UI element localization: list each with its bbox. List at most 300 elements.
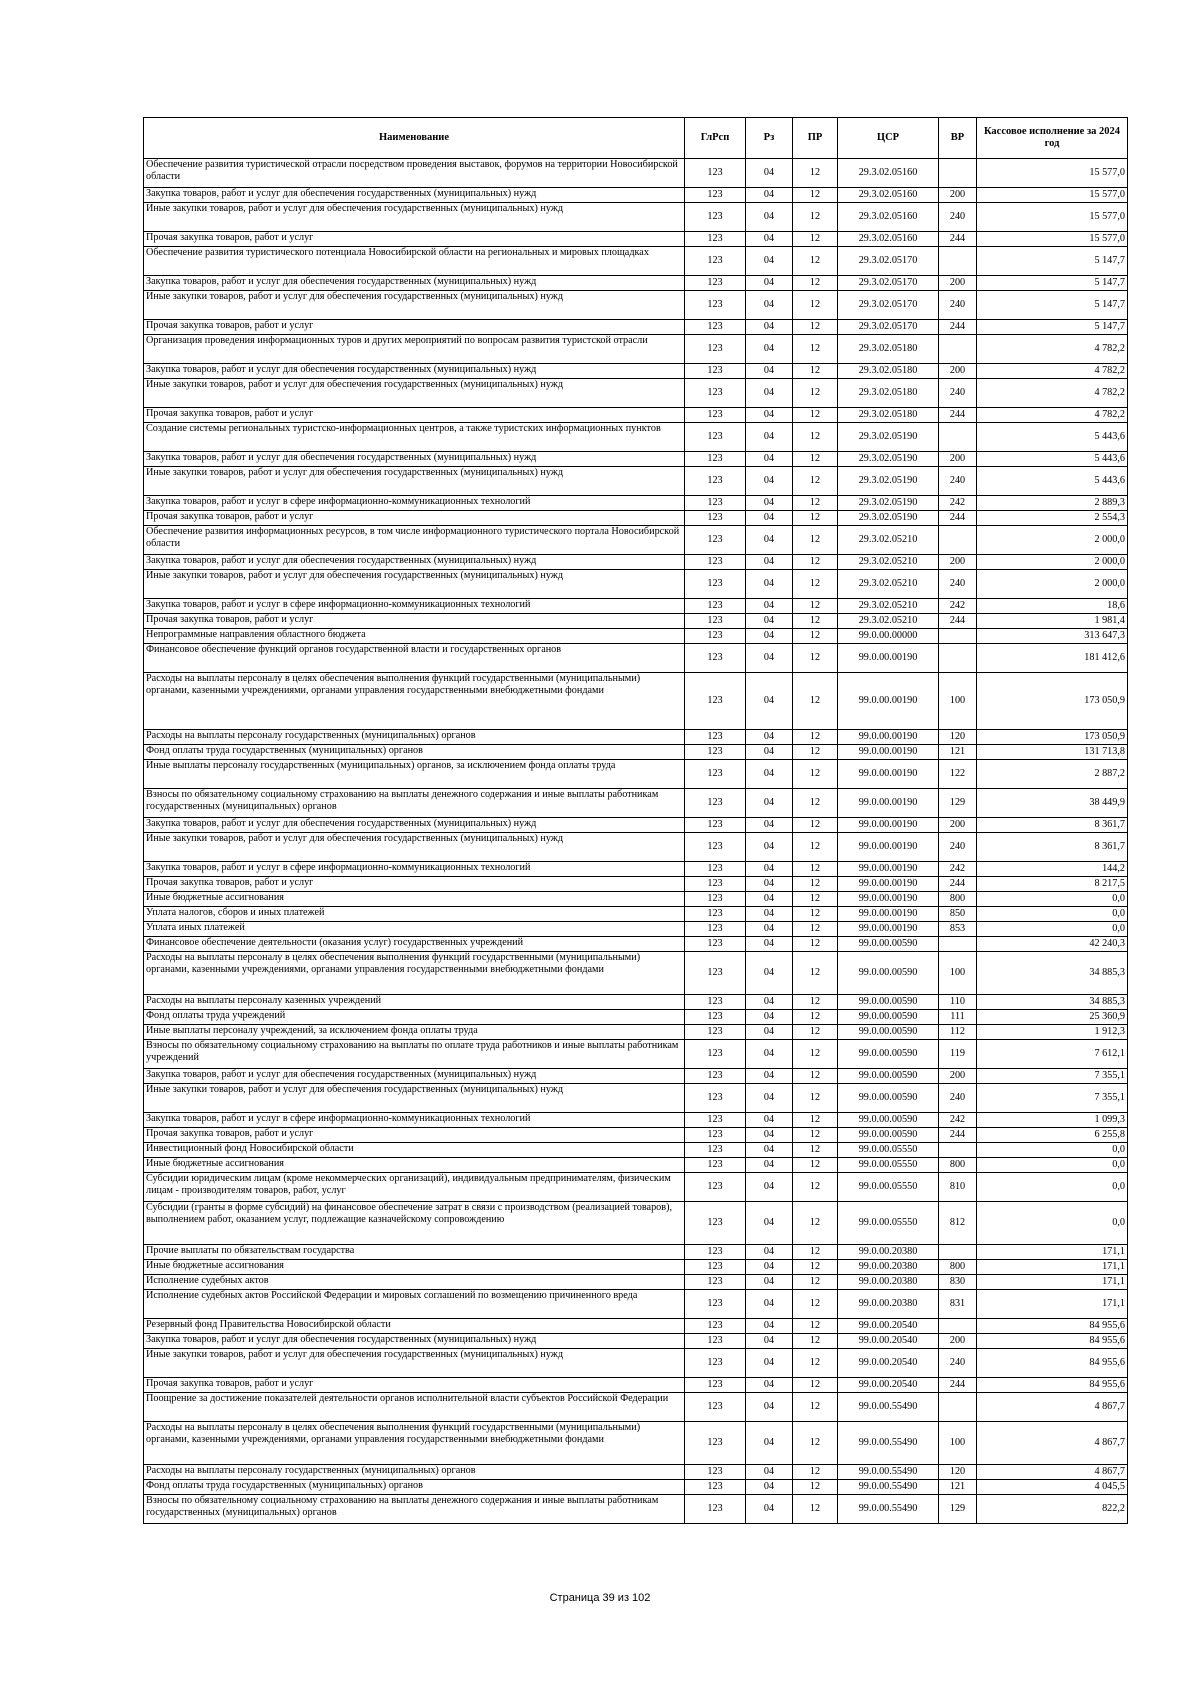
cell-amount: 4 782,2: [977, 335, 1128, 364]
cell-pr: 12: [793, 1349, 838, 1378]
cell-rz: 04: [746, 629, 793, 644]
cell-rz: 04: [746, 862, 793, 877]
cell-pr: 12: [793, 526, 838, 555]
header-csr: ЦСР: [838, 118, 939, 159]
header-rz: Рз: [746, 118, 793, 159]
cell-rz: 04: [746, 922, 793, 937]
cell-rz: 04: [746, 1025, 793, 1040]
cell-csr: 99.0.00.55490: [838, 1393, 939, 1422]
table-row: [144, 892, 1128, 907]
cell-glrsp: 123: [685, 1275, 746, 1290]
table-row: [144, 1245, 1128, 1260]
cell-glrsp: 123: [685, 1378, 746, 1393]
cell-pr: 12: [793, 335, 838, 364]
cell-pr: 12: [793, 496, 838, 511]
cell-rz: 04: [746, 937, 793, 952]
table-row: [144, 673, 1128, 730]
cell-glrsp: 123: [685, 1113, 746, 1128]
cell-vr: 200: [939, 555, 977, 570]
cell-vr: 853: [939, 922, 977, 937]
cell-rz: 04: [746, 745, 793, 760]
cell-name: Иные закупки товаров, работ и услуг для обеспечения государственных (муниципальных) нужд: [144, 203, 685, 232]
table-row: [144, 511, 1128, 526]
cell-glrsp: 123: [685, 952, 746, 995]
cell-glrsp: 123: [685, 922, 746, 937]
cell-glrsp: 123: [685, 247, 746, 276]
cell-pr: 12: [793, 1128, 838, 1143]
cell-csr: 99.0.00.20540: [838, 1319, 939, 1334]
cell-csr: 99.0.00.05550: [838, 1173, 939, 1202]
cell-rz: 04: [746, 644, 793, 673]
cell-vr: 120: [939, 730, 977, 745]
table-row: [144, 555, 1128, 570]
page-number: Страница 39 из 102: [549, 1592, 651, 1604]
cell-csr: 99.0.00.00590: [838, 1113, 939, 1128]
cell-rz: 04: [746, 877, 793, 892]
table-row: [144, 730, 1128, 745]
cell-vr: 244: [939, 614, 977, 629]
cell-csr: 99.0.00.00590: [838, 937, 939, 952]
cell-amount: 8 361,7: [977, 833, 1128, 862]
cell-csr: 99.0.00.05550: [838, 1143, 939, 1158]
cell-csr: 99.0.00.00590: [838, 952, 939, 995]
cell-csr: 99.0.00.00190: [838, 877, 939, 892]
table-row: [144, 467, 1128, 496]
budget-execution-table: [143, 117, 1128, 1524]
cell-vr: [939, 644, 977, 673]
cell-csr: 29.3.02.05170: [838, 291, 939, 320]
cell-amount: 5 147,7: [977, 291, 1128, 320]
cell-glrsp: 123: [685, 276, 746, 291]
cell-csr: 99.0.00.00190: [838, 789, 939, 818]
cell-rz: 04: [746, 892, 793, 907]
cell-rz: 04: [746, 452, 793, 467]
cell-vr: 244: [939, 232, 977, 247]
cell-pr: 12: [793, 291, 838, 320]
cell-vr: 242: [939, 862, 977, 877]
cell-vr: 800: [939, 1158, 977, 1173]
cell-csr: 99.0.00.00590: [838, 1084, 939, 1113]
cell-amount: 0,0: [977, 1158, 1128, 1173]
cell-vr: 240: [939, 1084, 977, 1113]
cell-glrsp: 123: [685, 1334, 746, 1349]
cell-rz: 04: [746, 247, 793, 276]
cell-rz: 04: [746, 760, 793, 789]
cell-glrsp: 123: [685, 452, 746, 467]
cell-rz: 04: [746, 555, 793, 570]
table-row: [144, 745, 1128, 760]
cell-csr: 99.0.00.20380: [838, 1290, 939, 1319]
cell-amount: 181 412,6: [977, 644, 1128, 673]
cell-rz: 04: [746, 1495, 793, 1524]
cell-amount: 5 147,7: [977, 276, 1128, 291]
cell-pr: 12: [793, 1480, 838, 1495]
cell-amount: 34 885,3: [977, 952, 1128, 995]
cell-glrsp: 123: [685, 1319, 746, 1334]
cell-name: Исполнение судебных актов: [144, 1275, 685, 1290]
header-pr: ПР: [793, 118, 838, 159]
cell-name: Расходы на выплаты персоналу государственных (муниципальных) органов: [144, 730, 685, 745]
cell-name: Иные бюджетные ассигнования: [144, 1260, 685, 1275]
cell-pr: 12: [793, 1393, 838, 1422]
cell-amount: 8 217,5: [977, 877, 1128, 892]
cell-glrsp: 123: [685, 1393, 746, 1422]
cell-amount: 8 361,7: [977, 818, 1128, 833]
cell-vr: 111: [939, 1010, 977, 1025]
cell-vr: 810: [939, 1173, 977, 1202]
cell-amount: 5 147,7: [977, 320, 1128, 335]
cell-amount: 2 889,3: [977, 496, 1128, 511]
cell-name: Закупка товаров, работ и услуг для обеспечения государственных (муниципальных) нужд: [144, 452, 685, 467]
cell-csr: 29.3.02.05160: [838, 188, 939, 203]
cell-name: Закупка товаров, работ и услуг в сфере информационно-коммуникационных технологий: [144, 1113, 685, 1128]
cell-amount: 0,0: [977, 1173, 1128, 1202]
cell-pr: 12: [793, 1143, 838, 1158]
cell-pr: 12: [793, 364, 838, 379]
cell-glrsp: 123: [685, 833, 746, 862]
cell-name: Прочая закупка товаров, работ и услуг: [144, 408, 685, 423]
cell-pr: 12: [793, 408, 838, 423]
cell-pr: 12: [793, 644, 838, 673]
cell-pr: 12: [793, 1290, 838, 1319]
cell-glrsp: 123: [685, 203, 746, 232]
table-row: [144, 1422, 1128, 1465]
cell-name: Иные закупки товаров, работ и услуг для обеспечения государственных (муниципальных) нужд: [144, 1084, 685, 1113]
cell-name: Закупка товаров, работ и услуг в сфере информационно-коммуникационных технологий: [144, 496, 685, 511]
cell-vr: 200: [939, 364, 977, 379]
table-row: [144, 570, 1128, 599]
cell-name: Закупка товаров, работ и услуг в сфере информационно-коммуникационных технологий: [144, 599, 685, 614]
cell-name: Иные закупки товаров, работ и услуг для обеспечения государственных (муниципальных) нужд: [144, 570, 685, 599]
cell-amount: 131 713,8: [977, 745, 1128, 760]
cell-pr: 12: [793, 1069, 838, 1084]
cell-name: Прочая закупка товаров, работ и услуг: [144, 1378, 685, 1393]
cell-rz: 04: [746, 907, 793, 922]
cell-vr: 244: [939, 320, 977, 335]
cell-name: Иные бюджетные ассигнования: [144, 1158, 685, 1173]
cell-amount: 7 612,1: [977, 1040, 1128, 1069]
cell-glrsp: 123: [685, 291, 746, 320]
table-row: [144, 496, 1128, 511]
cell-glrsp: 123: [685, 1158, 746, 1173]
cell-pr: 12: [793, 629, 838, 644]
cell-glrsp: 123: [685, 159, 746, 188]
header-amount: Кассовое исполнение за 2024 год: [977, 118, 1128, 159]
cell-amount: 4 867,7: [977, 1465, 1128, 1480]
cell-vr: 120: [939, 1465, 977, 1480]
cell-amount: 171,1: [977, 1260, 1128, 1275]
cell-csr: 29.3.02.05160: [838, 203, 939, 232]
cell-pr: 12: [793, 1084, 838, 1113]
cell-glrsp: 123: [685, 877, 746, 892]
cell-name: Иные закупки товаров, работ и услуг для обеспечения государственных (муниципальных) нужд: [144, 833, 685, 862]
cell-vr: [939, 159, 977, 188]
cell-glrsp: 123: [685, 1069, 746, 1084]
cell-amount: 0,0: [977, 907, 1128, 922]
cell-glrsp: 123: [685, 1349, 746, 1378]
table-row: [144, 818, 1128, 833]
cell-rz: 04: [746, 276, 793, 291]
cell-glrsp: 123: [685, 1495, 746, 1524]
cell-amount: 1 099,3: [977, 1113, 1128, 1128]
table-row: [144, 1202, 1128, 1245]
cell-rz: 04: [746, 1173, 793, 1202]
cell-vr: 112: [939, 1025, 977, 1040]
cell-glrsp: 123: [685, 1422, 746, 1465]
cell-glrsp: 123: [685, 320, 746, 335]
cell-amount: 313 647,3: [977, 629, 1128, 644]
cell-csr: 99.0.00.20380: [838, 1260, 939, 1275]
cell-vr: 119: [939, 1040, 977, 1069]
cell-name: Прочие выплаты по обязательствам государства: [144, 1245, 685, 1260]
table-row: [144, 1480, 1128, 1495]
cell-csr: 99.0.00.00590: [838, 1128, 939, 1143]
cell-name: Прочая закупка товаров, работ и услуг: [144, 511, 685, 526]
cell-glrsp: 123: [685, 379, 746, 408]
cell-rz: 04: [746, 159, 793, 188]
cell-vr: 800: [939, 892, 977, 907]
cell-vr: [939, 937, 977, 952]
cell-glrsp: 123: [685, 818, 746, 833]
cell-amount: 4 782,2: [977, 408, 1128, 423]
cell-glrsp: 123: [685, 760, 746, 789]
cell-rz: 04: [746, 291, 793, 320]
cell-vr: 200: [939, 1334, 977, 1349]
cell-rz: 04: [746, 423, 793, 452]
cell-vr: [939, 423, 977, 452]
cell-amount: 15 577,0: [977, 232, 1128, 247]
cell-name: Исполнение судебных актов Российской Федерации и мировых соглашений по возмещению причиненного вреда: [144, 1290, 685, 1319]
table-row: [144, 833, 1128, 862]
cell-pr: 12: [793, 892, 838, 907]
cell-vr: 240: [939, 570, 977, 599]
cell-csr: 29.3.02.05160: [838, 159, 939, 188]
table-row: [144, 379, 1128, 408]
cell-csr: 99.0.00.55490: [838, 1465, 939, 1480]
cell-pr: 12: [793, 673, 838, 730]
cell-amount: 5 443,6: [977, 452, 1128, 467]
cell-rz: 04: [746, 1040, 793, 1069]
cell-csr: 99.0.00.05550: [838, 1202, 939, 1245]
cell-glrsp: 123: [685, 496, 746, 511]
cell-glrsp: 123: [685, 1290, 746, 1319]
table-row: [144, 1173, 1128, 1202]
cell-name: Поощрение за достижение показателей деятельности органов исполнительной власти субъектов Российской Федерации: [144, 1393, 685, 1422]
table-row: [144, 291, 1128, 320]
cell-csr: 29.3.02.05210: [838, 555, 939, 570]
cell-csr: 99.0.00.00190: [838, 862, 939, 877]
cell-pr: 12: [793, 1495, 838, 1524]
cell-rz: 04: [746, 570, 793, 599]
cell-name: Закупка товаров, работ и услуг для обеспечения государственных (муниципальных) нужд: [144, 1069, 685, 1084]
cell-amount: 5 443,6: [977, 467, 1128, 496]
table-row: [144, 232, 1128, 247]
cell-glrsp: 123: [685, 862, 746, 877]
table-row: [144, 760, 1128, 789]
cell-vr: [939, 1143, 977, 1158]
cell-vr: 244: [939, 877, 977, 892]
cell-pr: 12: [793, 995, 838, 1010]
cell-rz: 04: [746, 408, 793, 423]
cell-name: Финансовое обеспечение функций органов государственной власти и государственных органов: [144, 644, 685, 673]
cell-rz: 04: [746, 1422, 793, 1465]
cell-csr: 29.3.02.05190: [838, 452, 939, 467]
cell-csr: 99.0.00.55490: [838, 1495, 939, 1524]
cell-rz: 04: [746, 335, 793, 364]
table-row: [144, 452, 1128, 467]
cell-csr: 29.3.02.05190: [838, 511, 939, 526]
cell-amount: 4 867,7: [977, 1393, 1128, 1422]
cell-amount: 42 240,3: [977, 937, 1128, 952]
cell-name: Взносы по обязательному социальному страхованию на выплаты по оплате труда работников и иные выплаты работникам учреждений: [144, 1040, 685, 1069]
cell-amount: 171,1: [977, 1290, 1128, 1319]
cell-csr: 99.0.00.20540: [838, 1378, 939, 1393]
cell-csr: 99.0.00.00590: [838, 1025, 939, 1040]
cell-amount: 25 360,9: [977, 1010, 1128, 1025]
cell-amount: 5 147,7: [977, 247, 1128, 276]
table-row: [144, 1113, 1128, 1128]
cell-name: Уплата налогов, сборов и иных платежей: [144, 907, 685, 922]
cell-name: Взносы по обязательному социальному страхованию на выплаты денежного содержания и иные выплаты работникам государственных (муниципальных) органов: [144, 1495, 685, 1524]
cell-name: Финансовое обеспечение деятельности (оказания услуг) государственных учреждений: [144, 937, 685, 952]
cell-csr: 29.3.02.05190: [838, 423, 939, 452]
cell-csr: 29.3.02.05180: [838, 379, 939, 408]
cell-pr: 12: [793, 833, 838, 862]
cell-rz: 04: [746, 1245, 793, 1260]
cell-pr: 12: [793, 570, 838, 599]
cell-csr: 99.0.00.20380: [838, 1245, 939, 1260]
cell-rz: 04: [746, 1158, 793, 1173]
cell-csr: 29.3.02.05190: [838, 496, 939, 511]
cell-amount: 4 782,2: [977, 364, 1128, 379]
table-row: [144, 1040, 1128, 1069]
cell-rz: 04: [746, 203, 793, 232]
cell-csr: 29.3.02.05210: [838, 599, 939, 614]
cell-amount: 171,1: [977, 1275, 1128, 1290]
table-row: [144, 644, 1128, 673]
table-row: [144, 276, 1128, 291]
cell-csr: 99.0.00.00190: [838, 673, 939, 730]
cell-rz: 04: [746, 1069, 793, 1084]
table-row: [144, 1143, 1128, 1158]
table-row: [144, 526, 1128, 555]
cell-name: Организация проведения информационных туров и других мероприятий по вопросам развития туристской отрасли: [144, 335, 685, 364]
cell-rz: 04: [746, 599, 793, 614]
cell-amount: 2 887,2: [977, 760, 1128, 789]
cell-csr: 99.0.00.00190: [838, 833, 939, 862]
cell-rz: 04: [746, 526, 793, 555]
cell-vr: 240: [939, 291, 977, 320]
cell-vr: 121: [939, 745, 977, 760]
cell-pr: 12: [793, 1465, 838, 1480]
cell-amount: 84 955,6: [977, 1378, 1128, 1393]
cell-csr: 99.0.00.00590: [838, 1010, 939, 1025]
cell-glrsp: 123: [685, 570, 746, 599]
cell-pr: 12: [793, 1025, 838, 1040]
cell-name: Прочая закупка товаров, работ и услуг: [144, 877, 685, 892]
cell-amount: 2 000,0: [977, 555, 1128, 570]
header-name: Наименование: [144, 118, 685, 159]
table-row: [144, 1349, 1128, 1378]
table-row: [144, 862, 1128, 877]
cell-name: Закупка товаров, работ и услуг для обеспечения государственных (муниципальных) нужд: [144, 555, 685, 570]
cell-csr: 99.0.00.00190: [838, 892, 939, 907]
cell-pr: 12: [793, 907, 838, 922]
cell-amount: 1 981,4: [977, 614, 1128, 629]
cell-vr: 240: [939, 203, 977, 232]
cell-csr: 99.0.00.00190: [838, 907, 939, 922]
cell-csr: 29.3.02.05180: [838, 335, 939, 364]
cell-name: Иные закупки товаров, работ и услуг для обеспечения государственных (муниципальных) нужд: [144, 379, 685, 408]
cell-pr: 12: [793, 1378, 838, 1393]
cell-name: Непрограммные направления областного бюджета: [144, 629, 685, 644]
table-row: [144, 1275, 1128, 1290]
cell-vr: 850: [939, 907, 977, 922]
table-row: [144, 408, 1128, 423]
cell-csr: 99.0.00.00590: [838, 1040, 939, 1069]
cell-name: Закупка товаров, работ и услуг для обеспечения государственных (муниципальных) нужд: [144, 364, 685, 379]
cell-vr: 100: [939, 673, 977, 730]
table-header-row: [144, 118, 1128, 159]
cell-glrsp: 123: [685, 1173, 746, 1202]
cell-glrsp: 123: [685, 467, 746, 496]
cell-csr: 29.3.02.05180: [838, 408, 939, 423]
table-row: [144, 1319, 1128, 1334]
cell-name: Прочая закупка товаров, работ и услуг: [144, 320, 685, 335]
table-row: [144, 614, 1128, 629]
cell-glrsp: 123: [685, 789, 746, 818]
cell-csr: 29.3.02.05210: [838, 570, 939, 599]
cell-name: Уплата иных платежей: [144, 922, 685, 937]
cell-rz: 04: [746, 1319, 793, 1334]
cell-glrsp: 123: [685, 188, 746, 203]
cell-pr: 12: [793, 1275, 838, 1290]
cell-amount: 2 554,3: [977, 511, 1128, 526]
cell-glrsp: 123: [685, 1010, 746, 1025]
table-row: [144, 907, 1128, 922]
cell-csr: 29.3.02.05170: [838, 247, 939, 276]
cell-glrsp: 123: [685, 745, 746, 760]
cell-vr: 100: [939, 1422, 977, 1465]
cell-glrsp: 123: [685, 1040, 746, 1069]
cell-glrsp: 123: [685, 644, 746, 673]
cell-amount: 38 449,9: [977, 789, 1128, 818]
cell-glrsp: 123: [685, 511, 746, 526]
cell-vr: 100: [939, 952, 977, 995]
table-body: [144, 159, 1128, 1524]
cell-name: Обеспечение развития информационных ресурсов, в том числе информационного туристического портала Новосибирской области: [144, 526, 685, 555]
cell-rz: 04: [746, 730, 793, 745]
cell-glrsp: 123: [685, 364, 746, 379]
table-row: [144, 423, 1128, 452]
cell-vr: 830: [939, 1275, 977, 1290]
cell-glrsp: 123: [685, 408, 746, 423]
cell-rz: 04: [746, 1113, 793, 1128]
cell-glrsp: 123: [685, 232, 746, 247]
cell-pr: 12: [793, 877, 838, 892]
cell-pr: 12: [793, 1040, 838, 1069]
cell-csr: 29.3.02.05210: [838, 614, 939, 629]
cell-rz: 04: [746, 188, 793, 203]
cell-pr: 12: [793, 1113, 838, 1128]
cell-name: Закупка товаров, работ и услуг в сфере информационно-коммуникационных технологий: [144, 862, 685, 877]
cell-rz: 04: [746, 379, 793, 408]
table-row: [144, 1128, 1128, 1143]
cell-csr: 99.0.00.00190: [838, 760, 939, 789]
table-row: [144, 335, 1128, 364]
cell-csr: 99.0.00.00190: [838, 745, 939, 760]
cell-rz: 04: [746, 1260, 793, 1275]
